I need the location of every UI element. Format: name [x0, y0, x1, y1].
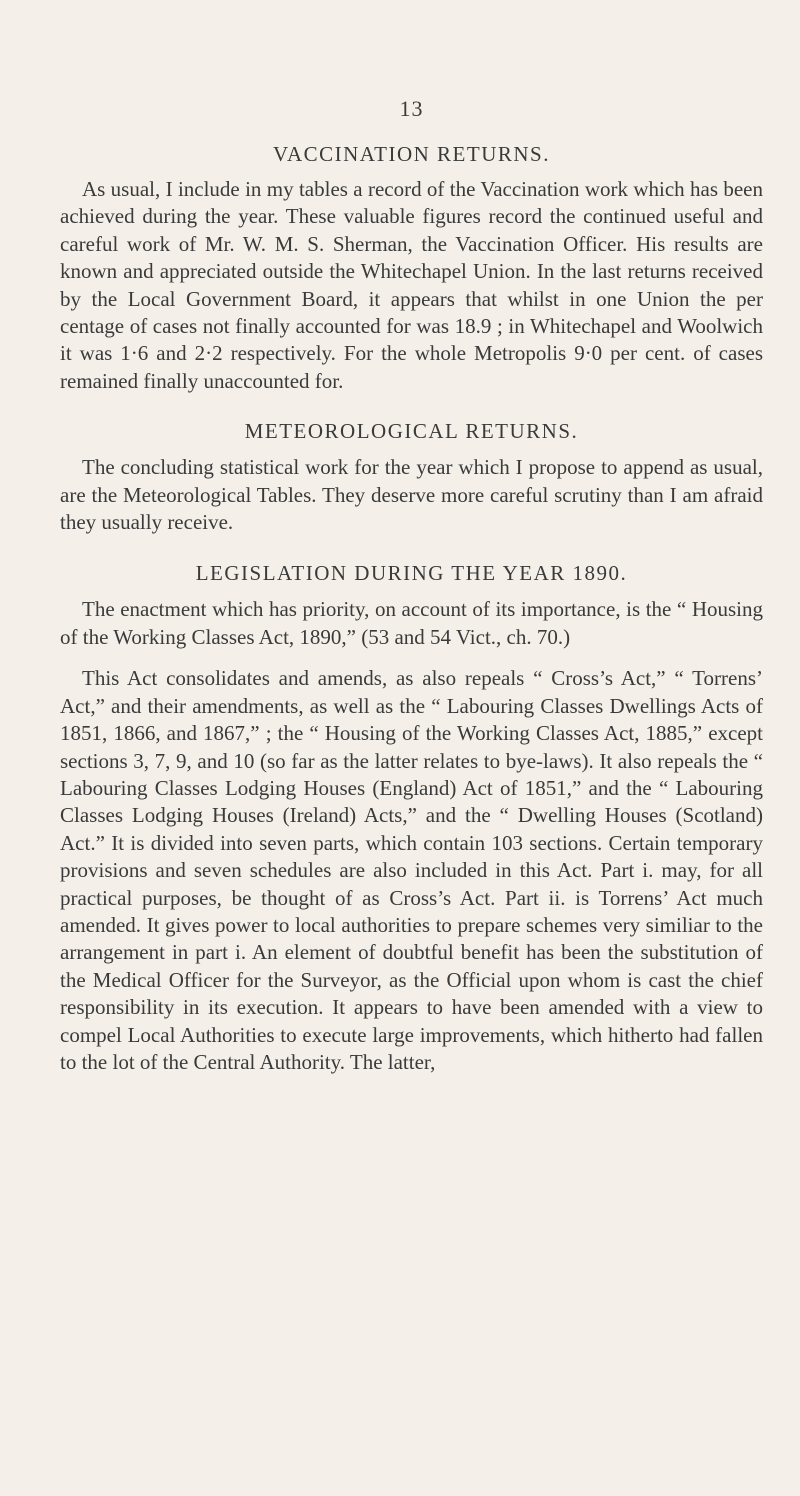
heading-legislation: LEGISLATION DURING THE YEAR 1890. [195, 561, 628, 586]
paragraph-meteorological: The concluding statistical work for the year which I propose to append as usual, are the Meteorological Tables. They deserve more careful scrutiny than I am afraid they usually receive. [60, 455, 763, 535]
document-page [60, 96, 763, 1076]
paragraph-legislation-details: This Act consolidates and amends, as also repeals “ Cross’s Act,” “ Torrens’ Act,” and their amendments, as well as the “ Labouring Classes Dwellings Acts of 1851, 1866, and 1867,” ; the “ Housing of the Working Classes Act, 1885,” except sections 3, 7, 9, and 10 (so far as the latter relates to bye-laws). It also repeals the “ Labouring Classes Lodging Houses (England) Act of 1851,” and the “ Labouring Classes Lodging Houses (Ireland) Acts,” and the “ Dwelling Houses (Scotland) Act.” It is divided into seven parts, which contain 103 sections. Certain temporary provisions and seven schedules are also included in this Act. Part i. may, for all practical purposes, be thought of as Cross’s Act. Part ii. is Torrens’ Act much amended. It gives power to local authorities to prepare schemes very similiar to the arrangement in part i. An element of doubtful benefit has been the substitution of the Medical Officer for the Surveyor, as the Official upon whom is cast the chief responsibility in its execution. It appears to have been amended with a view to compel Local Authorities to execute large improvements, which hitherto had fallen to the lot of the Central Authority. The latter, [60, 666, 763, 1074]
paragraph-vaccination: As usual, I include in my tables a record of the Vaccination work which has been achieved during the year. These valuable figures record the continued useful and careful work of Mr. W. M. S. Sherman, the Vaccination Officer. His results are known and appreciated outside the Whitechapel Union. In the last returns received by the Local Government Board, it appears that whilst in one Union the per centage of cases not finally accounted for was 18.9 ; in Whitechapel and Woolwich it was 1·6 and 2·2 respectively. For the whole Metropolis 9·0 per cent. of cases remained finally unaccounted for. [60, 177, 763, 393]
heading-meteorological-returns: METEOROLOGICAL RETURNS. [244, 419, 579, 444]
paragraph-legislation-intro: The enactment which has priority, on account of its importance, is the “ Housing of the Working Classes Act, 1890,” (53 and 54 Vict., ch. 70.) [60, 597, 763, 649]
heading-vaccination-returns: VACCINATION RETURNS. [273, 142, 550, 166]
page-number: 13 [399, 96, 424, 121]
